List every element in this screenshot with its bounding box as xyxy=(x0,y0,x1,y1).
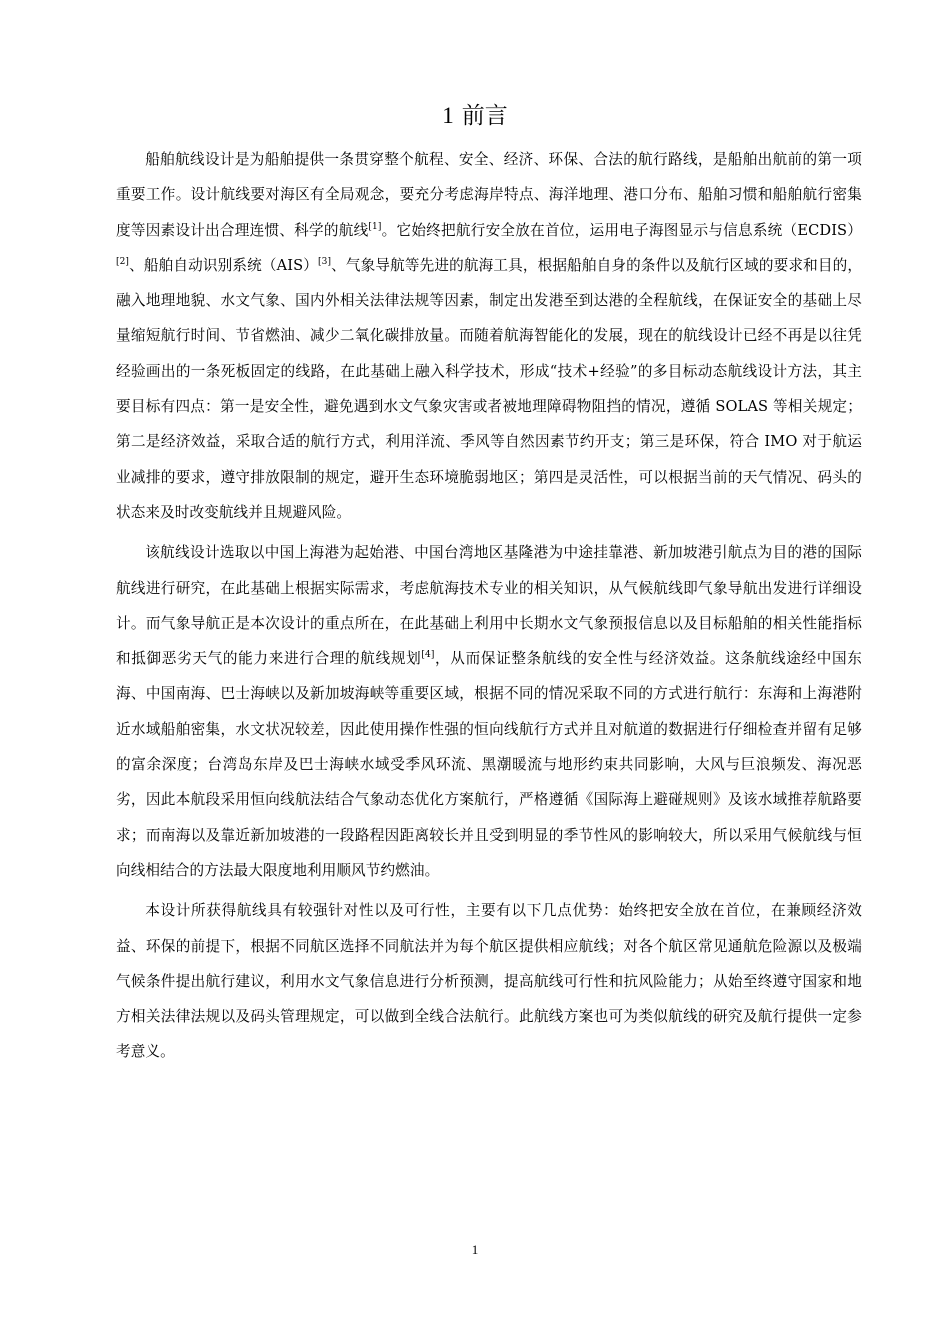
citation-ref: [2] xyxy=(116,256,130,267)
text-run: 、船舶自动识别系统（AIS） xyxy=(129,256,319,274)
section-title: 前言 xyxy=(461,103,508,129)
paragraph xyxy=(116,893,862,1069)
paragraph xyxy=(116,535,862,888)
text-run: 船舶航线设计是为船舶提供一条贯穿整个航程、安全、经济、环保、合法的航行路线，是船舶出航前的第一项重要工作。设计航线要对海区有全局观念，要充分考虑海岸特点、海洋地理、港口分布、船舶习惯和船舶航行密集度等因素设计出合理连惯、科学的航线 xyxy=(116,151,862,239)
section-number: 1 xyxy=(442,103,454,128)
citation-ref: [1] xyxy=(368,221,382,232)
text-run: 该航线设计选取以中国上海港为起始港、中国台湾地区基隆港为中途挂靠港、新加坡港引航点为目的港的国际航线进行研究，在此基础上根据实际需求，考虑航海技术专业的相关知识，从气候航线即气象导航出发进行详细设计。而气象导航正是本次设计的重点所在，在此基础上利用中长期水文气象预报信息以及目标船舶的相关性能指标和抵御恶劣天气的能力来进行合理的航线规划 xyxy=(116,544,862,668)
text-run: 、气象导航等先进的航海工具，根据船舶自身的条件以及航行区域的要求和目的，融入地理地貌、水文气象、国内外相关法律法规等因素，制定出发港至到达港的全程航线，在保证安全的基础上尽量缩短航行时间、节省燃油、减少二氧化碳排放量。而随着航海智能化的发展，现在的航线设计已经不再是以往凭经验画出的一条死板固定的线路，在此基础上融入科学技术，形成“技术+经验”的多目标动态航线设计方法，其主要目标有四点：第一是安全性，避免遇到水文气象灾害或者被地理障碍物阻挡的情况，遵循 SOLAS 等相关规定；第二是经济效益，采取合适的航行方式，利用洋流、季风等自然因素节约开支；第三是环保，符合 IMO 对于航运业减排的要求，遵守排放限制的规定，避开生态环境脆弱地区；第四是灵活性，可以根据当前的天气情况、码头的状态来及时改变航线并且规避风险。 xyxy=(116,256,863,521)
text-run: 。它始终把航行安全放在首位，运用电子海图显示与信息系统（ECDIS） xyxy=(381,221,863,239)
text-run: ，从而保证整条航线的安全性与经济效益。这条航线途经中国东海、中国南海、巴士海峡以及新加坡海峡等重要区域，根据不同的情况采取不同的方式进行航行：东海和上海港附近水域船舶密集，水文状况较差，因此使用操作性强的恒向线航行方式并且对航道的数据进行仔细检查并留有足够的富余深度；台湾岛东岸及巴士海峡水域受季风环流、黑潮暖流与地形约束共同影响，大风与巨浪频发、海况恶劣，因此本航段采用恒向线航法结合气象动态优化方案航行，严格遵循《国际海上避碰规则》及该水域推荐航路要求；而南海以及靠近新加坡港的一段路程因距离较长并且受到明显的季节性风的影响较大，所以采用气候航线与恒向线相结合的方法最大限度地利用顺风节约燃油。 xyxy=(116,650,862,879)
citation-ref: [3] xyxy=(318,256,332,267)
page-number: 1 xyxy=(471,1242,479,1257)
paragraph xyxy=(116,142,862,530)
citation-ref: [4] xyxy=(421,650,435,661)
section-heading xyxy=(0,98,950,134)
text-run: 本设计所获得航线具有较强针对性以及可行性，主要有以下几点优势：始终把安全放在首位，在兼顾经济效益、环保的前提下，根据不同航区选择不同航法并为每个航区提供相应航线；对各个航区常见通航危险源以及极端气候条件提出航行建议，利用水文气象信息进行分析预测，提高航线可行性和抗风险能力；从始至终遵守国家和地方相关法律法规以及码头管理规定，可以做到全线合法航行。此航线方案也可为类似航线的研究及航行提供一定参考意义。 xyxy=(116,902,862,1061)
body-text xyxy=(116,142,862,1070)
